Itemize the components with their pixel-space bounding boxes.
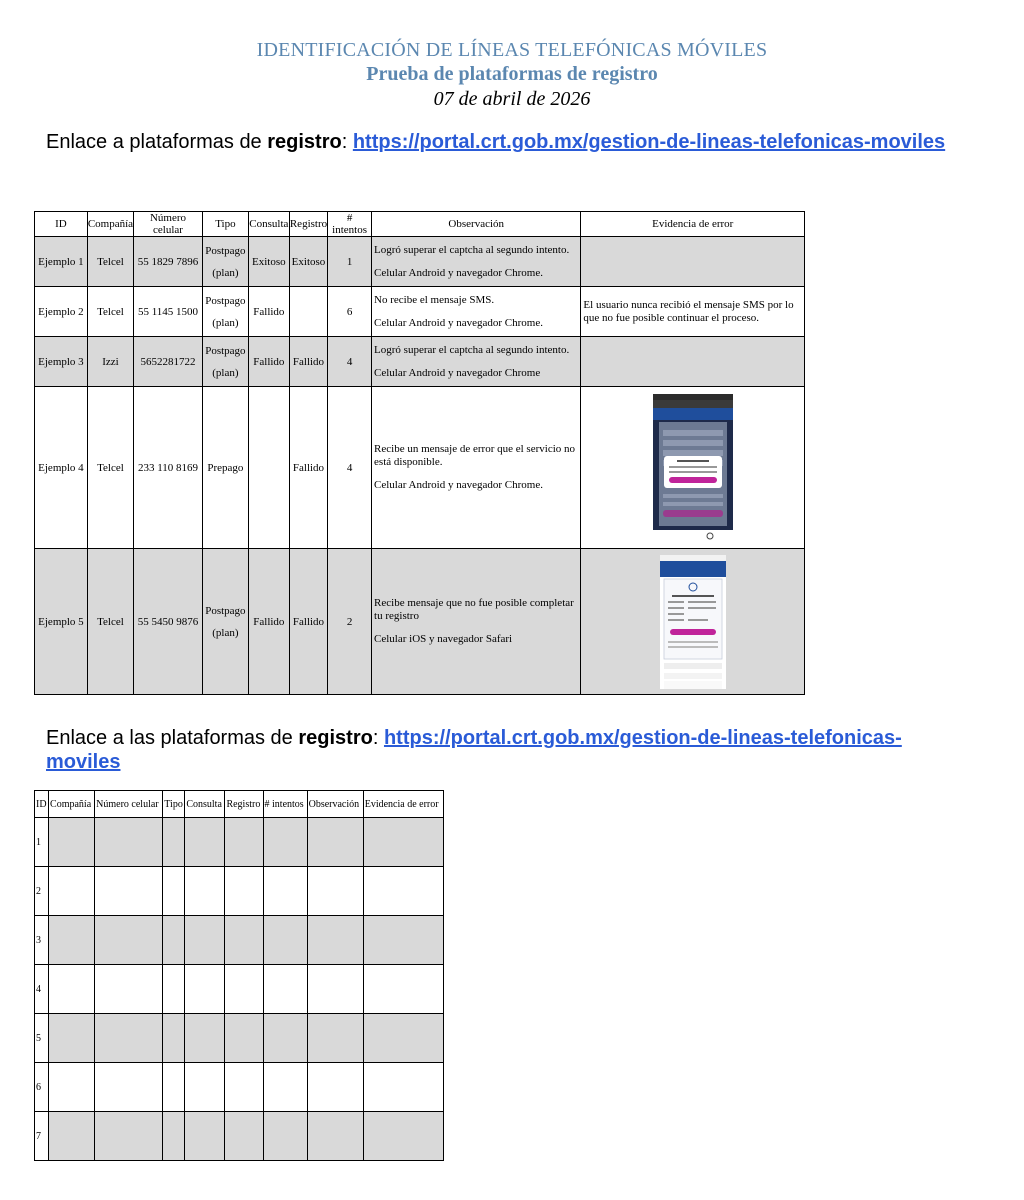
template-row <box>35 867 444 916</box>
cell-number: 55 1829 7896 <box>134 237 203 287</box>
error-screenshot-android <box>653 394 733 542</box>
cell-type: Postpago (plan) <box>202 237 248 287</box>
observation-line-1: Recibe un mensaje de error que el servicio no está disponible. <box>374 443 576 468</box>
cell-id: Ejemplo 2 <box>35 287 88 337</box>
cell-id: Ejemplo 4 <box>35 387 88 549</box>
cell-attempts[interactable] <box>263 867 307 916</box>
cell-id: 7 <box>35 1112 49 1161</box>
cell-company[interactable] <box>49 1014 95 1063</box>
cell-registro: Fallido <box>289 387 327 549</box>
header-type: Tipo <box>163 791 185 818</box>
header-number: Número celular <box>95 791 163 818</box>
cell-company[interactable] <box>49 916 95 965</box>
cell-number: 233 110 8169 <box>134 387 203 549</box>
header-registro: Registro <box>225 791 263 818</box>
cell-id: Ejemplo 3 <box>35 337 88 387</box>
cell-number[interactable] <box>95 1112 163 1161</box>
header-evidence: Evidencia de error <box>581 212 805 237</box>
cell-company: Izzi <box>87 337 133 387</box>
cell-observation <box>372 337 581 387</box>
registration-link-line-2 <box>46 726 976 774</box>
table-row <box>35 337 805 387</box>
link-prefix: Enlace a las plataformas de <box>46 727 299 749</box>
cell-consulta[interactable] <box>185 1112 225 1161</box>
observation-line-1: Logró superar el captcha al segundo intento. <box>374 343 570 356</box>
cell-attempts[interactable] <box>263 965 307 1014</box>
cell-number[interactable] <box>95 916 163 965</box>
cell-evidence[interactable] <box>363 1014 443 1063</box>
cell-number[interactable] <box>95 818 163 867</box>
template-row <box>35 1063 444 1112</box>
table-row <box>35 549 805 695</box>
observation-line-2: Celular iOS y navegador Safari <box>374 633 513 645</box>
cell-observation[interactable] <box>307 965 363 1014</box>
table-row <box>35 287 805 337</box>
header-company: Compañía <box>87 212 133 237</box>
document-header <box>0 38 1024 112</box>
template-row <box>35 1112 444 1161</box>
header-observation: Observación <box>372 212 581 237</box>
cell-registro: Exitoso <box>289 237 327 287</box>
header-number: Número celular <box>134 212 203 237</box>
cell-evidence[interactable] <box>363 965 443 1014</box>
registration-link-line-1 <box>46 130 976 154</box>
observation-line-2: Celular Android y navegador Chrome. <box>374 479 543 491</box>
cell-registro[interactable] <box>225 818 263 867</box>
error-screenshot-ios <box>660 555 726 689</box>
header-consulta: Consulta <box>185 791 225 818</box>
cell-id: 5 <box>35 1014 49 1063</box>
cell-number: 55 1145 1500 <box>134 287 203 337</box>
header-attempts: # intentos <box>263 791 307 818</box>
cell-attempts[interactable] <box>263 818 307 867</box>
cell-evidence <box>581 387 805 549</box>
observation-line-2: Celular Android y navegador Chrome. <box>374 316 543 329</box>
cell-observation <box>372 549 581 695</box>
cell-observation[interactable] <box>307 867 363 916</box>
cell-attempts: 2 <box>328 549 372 695</box>
cell-consulta[interactable] <box>185 1063 225 1112</box>
cell-evidence[interactable] <box>363 1063 443 1112</box>
header-type: Tipo <box>202 212 248 237</box>
cell-observation <box>372 287 581 337</box>
cell-type[interactable] <box>163 916 185 965</box>
cell-type: Postpago (plan) <box>202 337 248 387</box>
cell-consulta: Fallido <box>248 337 289 387</box>
cell-consulta: Fallido <box>248 549 289 695</box>
template-row <box>35 965 444 1014</box>
observation-line-1: No recibe el mensaje SMS. <box>374 293 495 306</box>
header-observation: Observación <box>307 791 363 818</box>
cell-type: Postpago (plan) <box>202 287 248 337</box>
cell-type[interactable] <box>163 1112 185 1161</box>
header-attempts: # intentos <box>328 212 372 237</box>
cell-attempts: 6 <box>328 287 372 337</box>
cell-evidence[interactable] <box>363 818 443 867</box>
cell-observation[interactable] <box>307 916 363 965</box>
blank-template-table <box>34 790 444 1161</box>
table-row <box>35 387 805 549</box>
cell-number: 5652281722 <box>134 337 203 387</box>
cell-type: Prepago <box>202 387 248 549</box>
cell-consulta: Exitoso <box>248 237 289 287</box>
cell-type[interactable] <box>163 1014 185 1063</box>
header-registro: Registro <box>289 212 327 237</box>
cell-registro: Fallido <box>289 549 327 695</box>
cell-id: Ejemplo 1 <box>35 237 88 287</box>
cell-type[interactable] <box>163 1063 185 1112</box>
cell-type[interactable] <box>163 818 185 867</box>
cell-registro[interactable] <box>225 965 263 1014</box>
link-colon: : <box>372 727 384 749</box>
cell-registro[interactable] <box>225 1014 263 1063</box>
cell-company[interactable] <box>49 867 95 916</box>
template-row <box>35 818 444 867</box>
cell-observation[interactable] <box>307 1014 363 1063</box>
header-company: Compañía <box>49 791 95 818</box>
cell-consulta: Fallido <box>248 287 289 337</box>
cell-number[interactable] <box>95 1063 163 1112</box>
document-subtitle: Prueba de plataformas de registro <box>366 63 658 85</box>
cell-attempts: 1 <box>328 237 372 287</box>
cell-company[interactable] <box>49 1063 95 1112</box>
cell-observation[interactable] <box>307 1063 363 1112</box>
cell-company: Telcel <box>87 549 133 695</box>
document-date: 07 de abril de 2026 <box>433 88 591 110</box>
link-prefix: Enlace a plataformas de <box>46 131 268 153</box>
cell-type[interactable] <box>163 965 185 1014</box>
cell-number: 55 5450 9876 <box>134 549 203 695</box>
header-id: ID <box>35 212 88 237</box>
cell-consulta[interactable] <box>185 867 225 916</box>
cell-evidence: El usuario nunca recibió el mensaje SMS por lo que no fue posible continuar el proceso. <box>581 287 805 337</box>
cell-registro[interactable] <box>225 916 263 965</box>
cell-attempts[interactable] <box>263 1063 307 1112</box>
cell-registro[interactable] <box>225 867 263 916</box>
cell-evidence[interactable] <box>363 867 443 916</box>
cell-evidence <box>581 237 805 287</box>
cell-evidence <box>581 549 805 695</box>
cell-id: 1 <box>35 818 49 867</box>
cell-id: 3 <box>35 916 49 965</box>
cell-company[interactable] <box>49 818 95 867</box>
cell-registro <box>289 287 327 337</box>
template-header-row <box>35 791 444 818</box>
cell-company: Telcel <box>87 237 133 287</box>
header-consulta: Consulta <box>248 212 289 237</box>
link-bold-word: registro <box>267 131 342 153</box>
document-title: IDENTIFICACIÓN DE LÍNEAS TELEFÓNICAS MÓVILES <box>256 39 768 61</box>
cell-consulta[interactable] <box>185 818 225 867</box>
registration-portal-link[interactable]: https://portal.crt.gob.mx/gestion-de-lineas-telefonicas-moviles <box>46 727 902 773</box>
cell-company[interactable] <box>49 965 95 1014</box>
header-id: ID <box>35 791 49 818</box>
cell-company[interactable] <box>49 1112 95 1161</box>
template-row <box>35 1014 444 1063</box>
cell-evidence[interactable] <box>363 916 443 965</box>
cell-observation[interactable] <box>307 1112 363 1161</box>
link-colon: : <box>341 131 353 153</box>
cell-type: Postpago (plan) <box>202 549 248 695</box>
cell-attempts[interactable] <box>263 916 307 965</box>
cell-registro[interactable] <box>225 1063 263 1112</box>
cell-evidence[interactable] <box>363 1112 443 1161</box>
cell-attempts[interactable] <box>263 1014 307 1063</box>
cell-attempts: 4 <box>328 337 372 387</box>
link-bold-word: registro <box>298 727 373 749</box>
observation-line-2: Celular Android y navegador Chrome. <box>374 266 543 279</box>
cell-attempts: 4 <box>328 387 372 549</box>
cell-company: Telcel <box>87 287 133 337</box>
cell-id: Ejemplo 5 <box>35 549 88 695</box>
cell-id: 2 <box>35 867 49 916</box>
cell-observation[interactable] <box>307 818 363 867</box>
cell-company: Telcel <box>87 387 133 549</box>
cell-type[interactable] <box>163 867 185 916</box>
cell-consulta[interactable] <box>185 1014 225 1063</box>
observation-line-1: Recibe mensaje que no fue posible completar tu registro <box>374 597 574 622</box>
cell-registro: Fallido <box>289 337 327 387</box>
observation-line-2: Celular Android y navegador Chrome <box>374 366 541 379</box>
cell-number[interactable] <box>95 1014 163 1063</box>
table-header-row <box>35 212 805 237</box>
cell-consulta[interactable] <box>185 965 225 1014</box>
observation-line-1: Logró superar el captcha al segundo intento. <box>374 243 570 256</box>
template-row <box>35 916 444 965</box>
header-evidence: Evidencia de error <box>363 791 443 818</box>
cell-consulta <box>248 387 289 549</box>
test-results-table <box>34 211 805 695</box>
cell-observation <box>372 237 581 287</box>
cell-consulta[interactable] <box>185 916 225 965</box>
cell-id: 6 <box>35 1063 49 1112</box>
cell-evidence <box>581 337 805 387</box>
table-row <box>35 237 805 287</box>
cell-id: 4 <box>35 965 49 1014</box>
cell-number[interactable] <box>95 867 163 916</box>
cell-attempts[interactable] <box>263 1112 307 1161</box>
registration-portal-link[interactable]: https://portal.crt.gob.mx/gestion-de-lineas-telefonicas-moviles <box>352 131 946 153</box>
cell-registro[interactable] <box>225 1112 263 1161</box>
cell-number[interactable] <box>95 965 163 1014</box>
cell-observation <box>372 387 581 549</box>
